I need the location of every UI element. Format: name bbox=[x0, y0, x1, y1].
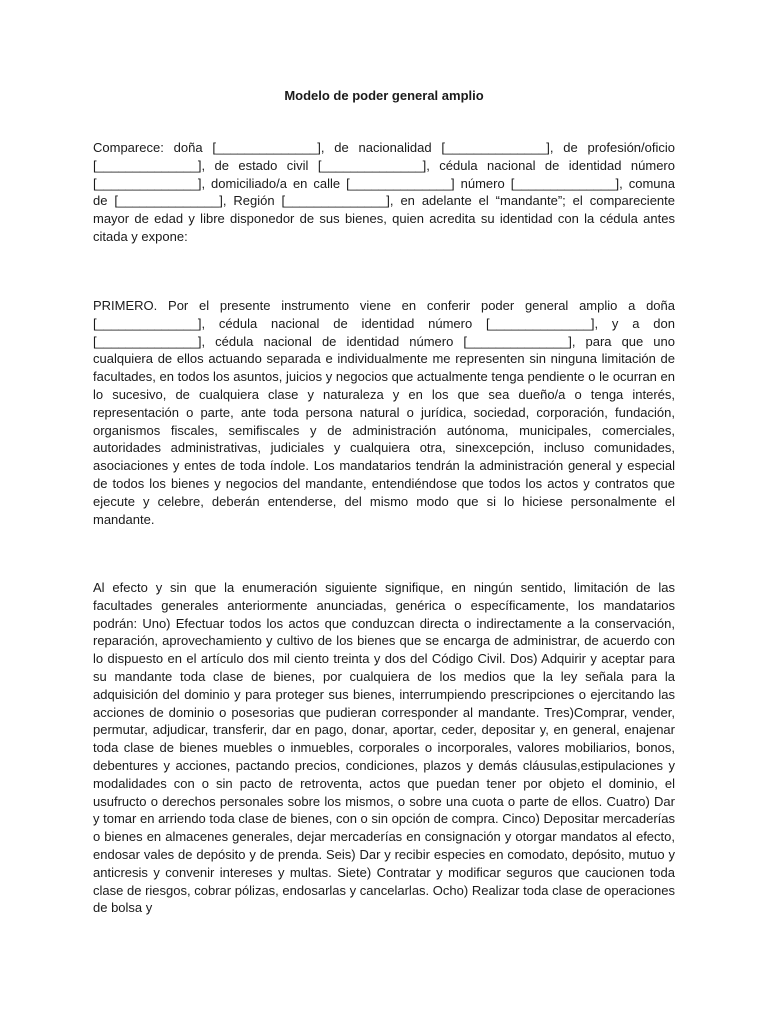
paragraph-comparecencia: Comparece: doña [______________], de nacionalidad [______________], de profesión/oficio [______________], de estado civil [______________], cédula nacional de identidad número [______________], domiciliado/a en calle [______________] número [______________], comuna de [______________], Región [______________], en adelante el “mandante”; el compareciente mayor de edad y libre disponedor de sus bienes, quien acredita su identidad con la cédula antes citada y expone: bbox=[93, 140, 675, 244]
paragraph-primero: PRIMERO. Por el presente instrumento viene en conferir poder general amplio a doña [______________], cédula nacional de identidad número [______________], y a don [______________], cédula nacional de identidad número [______________], para que uno cualquiera de ellos actuando separada e individualmente me representen sin ninguna limitación de facultades, en todos los asuntos, juicios y negocios que actualmente tenga pendiente o le ocurran en lo sucesivo, de cualquiera clase y naturaleza y en los que sea dueño/a o tenga interés, representación o parte, ante toda persona natural o jurídica, sociedad, corporación, fundación, organismos fiscales, semifiscales y de administración autónoma, municipales, comerciales, autoridades administrativas, judiciales y cualquiera otra, sinexcepción, incluso comunidades, asociaciones y entes de toda índole. Los mandatarios tendrán la administración general y especial de todos los bienes y negocios del mandante, entendiéndose que todos los actos y contratos que ejecute y celebre, deberán entenderse, del mismo modo que si lo hiciese personalmente el mandante. bbox=[93, 298, 675, 527]
paragraph-facultades: Al efecto y sin que la enumeración siguiente signifique, en ningún sentido, limitación de las facultades generales anteriormente anunciadas, genérica o específicamente, los mandatarios podrán: Uno) Efectuar todos los actos que conduzcan directa o indirectamente a la conservación, reparación, aprovechamiento y cultivo de los bienes que se encarga de administrar, de acuerdo con lo dispuesto en el artículo dos mil ciento treinta y dos del Código Civil. Dos) Adquirir y aceptar para su mandante toda clase de bienes, por cualquiera de los medios que la ley señala para la adquisición del dominio y para proteger sus bienes, interrumpiendo prescripciones o ejercitando las acciones de dominio o posesorias que pudieran corresponder al mandante. Tres)Comprar, vender, permutar, adjudicar, transferir, dar en pago, donar, aportar, ceder, depositar y, en general, enajenar toda clase de bienes muebles o inmuebles, corporales o incorporales, valores mobiliarios, bonos, debentures y acciones, pactando precios, condiciones, plazos y demás cláusulas,estipulaciones y modalidades con o sin pacto de retroventa, actos que puedan tener por objeto el dominio, el usufructo o derechos personales sobre los mismos, o sobre una cuota o parte de ellos. Cuatro) Dar y tomar en arriendo toda clase de bienes, con o sin opción de compra. Cinco) Depositar mercaderías o bienes en almacenes generales, dejar mercaderías en consignación y otorgar mandatos al efecto, endosar vales de depósito y de prenda. Seis) Dar y recibir especies en comodato, depósito, mutuo y anticresis y convenir intereses y multas. Siete) Contratar y modificar seguros que caucionen toda clase de riesgos, cobrar pólizas, endosarlas y cancelarlas. Ocho) Realizar toda clase de operaciones de bolsa y bbox=[93, 580, 675, 916]
document-title: Modelo de poder general amplio bbox=[284, 88, 484, 103]
